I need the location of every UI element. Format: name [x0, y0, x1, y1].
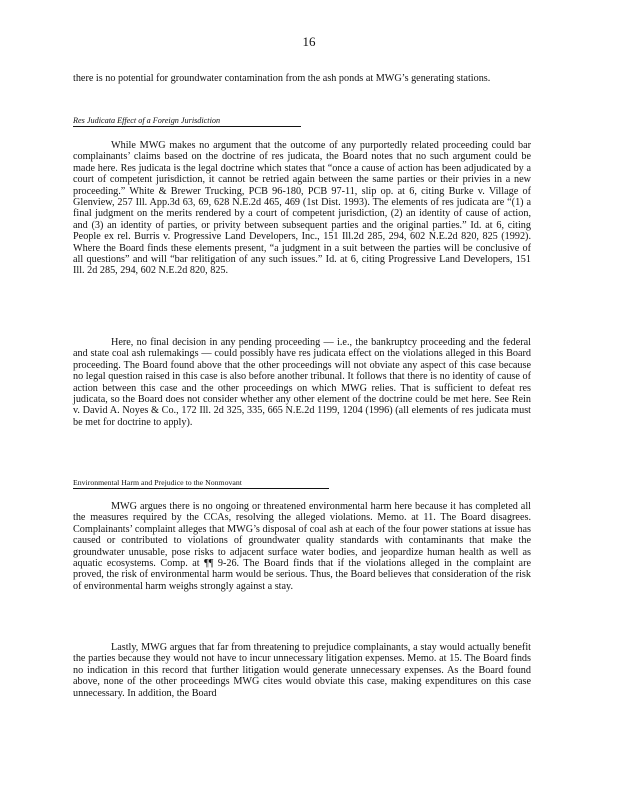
intro-paragraph: there is no potential for groundwater contamination from the ash ponds at MWG’s generating stations.	[73, 73, 491, 84]
environmental-harm-paragraph: MWG argues there is no ongoing or threatened environmental harm here because it has completed all the measures required by the CCAs, resolving the alleged violations. Memo. at 11. The Board disagrees. Complainants’ complaint alleges that MWG’s disposal of coal ash at each of the four power stations at issue has caused or contributed to violations of groundwater quality standards with contaminants that make the groundwater unusable, pose risks to adjacent surface water bodies, and jeopardize human health as well as aquatic ecosystems. Comp. at ¶¶ 9-26. The Board finds that if the violations alleged in the complaint are proved, the risk of environmental harm would be serious. Thus, the Board believes that consideration of the risk of environmental harm weighs strongly against a stay.	[73, 501, 531, 592]
res-judicata-paragraph-1: While MWG makes no argument that the outcome of any purportedly related proceeding could bar complainants’ claims based on the doctrine of res judicata, the Board notes that no such argument could be made here. Res judicata is the legal doctrine which states that “once a cause of action has been adjudicated by a court of competent jurisdiction, it cannot be retried again between the same parties or their privies in a new proceeding.” White & Brewer Trucking, PCB 96-180, PCB 97-11, slip op. at 6, citing Burke v. Village of Glenview, 257 Ill. App.3d 63, 69, 628 N.E.2d 465, 469 (1st Dist. 1993). The elements of res judicata are “(1) a final judgment on the merits rendered by a court of competent jurisdiction, (2) an identity of cause of action, and (3) an identity of parties, or privity between subsequent parties and the original parties.” Id. at 6, citing People ex rel. Burris v. Progressive Land Developers, Inc., 151 Ill.2d 285, 294, 602 N.E.2d 820, 825 (1992). Where the Board finds these elements present, “a judgment in a suit between the parties will be conclusive of all questions” and will “bar relitigation of any such issues.” Id. at 6, citing Progressive Land Developers, 151 Ill. 2d 285, 294, 602 N.E.2d 820, 825.	[73, 140, 531, 277]
page-number: 16	[302, 34, 316, 49]
res-judicata-paragraph-2: Here, no final decision in any pending proceeding — i.e., the bankruptcy proceeding and the federal and state coal ash rulemakings — could possibly have res judicata effect on the violations alleged in this Board proceeding. The Board found above that the other proceedings will not obviate any aspect of this case because no legal question raised in this case is also before another tribunal. It follows that there is no identity of cause of action between this case and the other proceedings on which MWG relies. That is sufficient to defeat res judicata, so the Board does not consider whether any other element of the doctrine could be met here. See Rein v. David A. Noyes & Co., 172 Ill. 2d 325, 335, 665 N.E.2d 1199, 1204 (1996) (all elements of res judicata must be met for doctrine to apply).	[73, 337, 531, 428]
res-judicata-heading: Res Judicata Effect of a Foreign Jurisdiction	[73, 116, 301, 127]
lastly-paragraph: Lastly, MWG argues that far from threatening to prejudice complainants, a stay would actually benefit the parties because they would not have to incur unnecessary litigation expenses. Memo. at 15. The Board finds no indication in this record that further litigation would generate unnecessary expenses. As the Board found above, none of the other proceedings MWG cites would obviate this case, making expenditures on this case unnecessary. In addition, the Board	[73, 642, 531, 699]
environmental-harm-heading: Environmental Harm and Prejudice to the Nonmovant	[73, 478, 329, 489]
